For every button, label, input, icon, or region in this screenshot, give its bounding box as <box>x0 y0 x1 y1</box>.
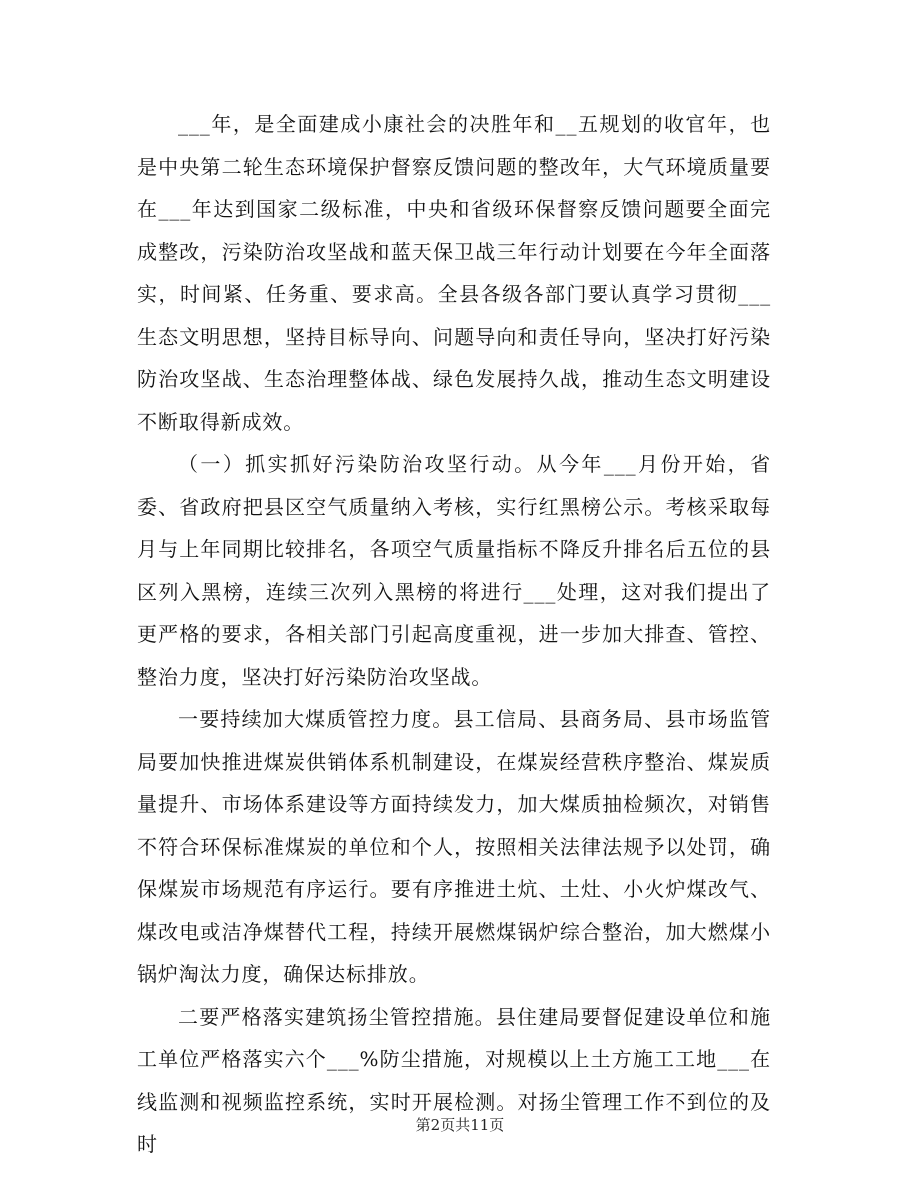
paragraph-dust-control: 二要严格落实建筑扬尘管控措施。县住建局要督促建设单位和施工单位严格落实六个___%防尘措施，对规模以上土方施工工地___在线监测和视频监控系统，实时开展检测。对扬尘管理工作不到位的及时 <box>137 1004 771 1156</box>
document-body <box>137 103 771 1166</box>
paragraph-intro: ___年，是全面建成小康社会的决胜年和__五规划的收官年，也是中央第二轮生态环境保护督察反馈问题的整改年，大气环境质量要在___年达到国家二级标准，中央和省级环保督察反馈问题要全面完成整改，污染防治攻坚战和蓝天保卫战三年行动计划要在今年全面落实，时间紧、任务重、要求高。全县各级各部门要认真学习贯彻___生态文明思想，坚持目标导向、问题导向和责任导向，坚决打好污染防治攻坚战、生态治理整体战、绿色发展持久战，推动生态文明建设不断取得新成效。 <box>137 112 771 434</box>
page-number-footer: 第2页共11页 <box>415 1116 505 1134</box>
paragraph-coal-control: 一要持续加大煤质管控力度。县工信局、县商务局、县市场监管局要加快推进煤炭供销体系机制建设，在煤炭经营秩序整治、煤炭质量提升、市场体系建设等方面持续发力，加大煤质抽检频次，对销售不符合环保标准煤炭的单位和个人，按照相关法律法规予以处罚，确保煤炭市场规范有序运行。要有序推进土炕、土灶、小火炉煤改气、煤改电或洁净煤替代工程，持续开展燃煤锅炉综合整治，加大燃煤小锅炉淘汰力度，确保达标排放。 <box>137 707 771 986</box>
paragraph-section-one: （一）抓实抓好污染防治攻坚行动。从今年___月份开始，省委、省政府把县区空气质量纳入考核，实行红黑榜公示。考核采取每月与上年同期比较排名，各项空气质量指标不降反升排名后五位的县区列入黑榜，连续三次列入黑榜的将进行___处理，这对我们提出了更严格的要求，各相关部门引起高度重视，进一步加大排查、管控、整治力度，坚决打好污染防治攻坚战。 <box>137 452 771 689</box>
